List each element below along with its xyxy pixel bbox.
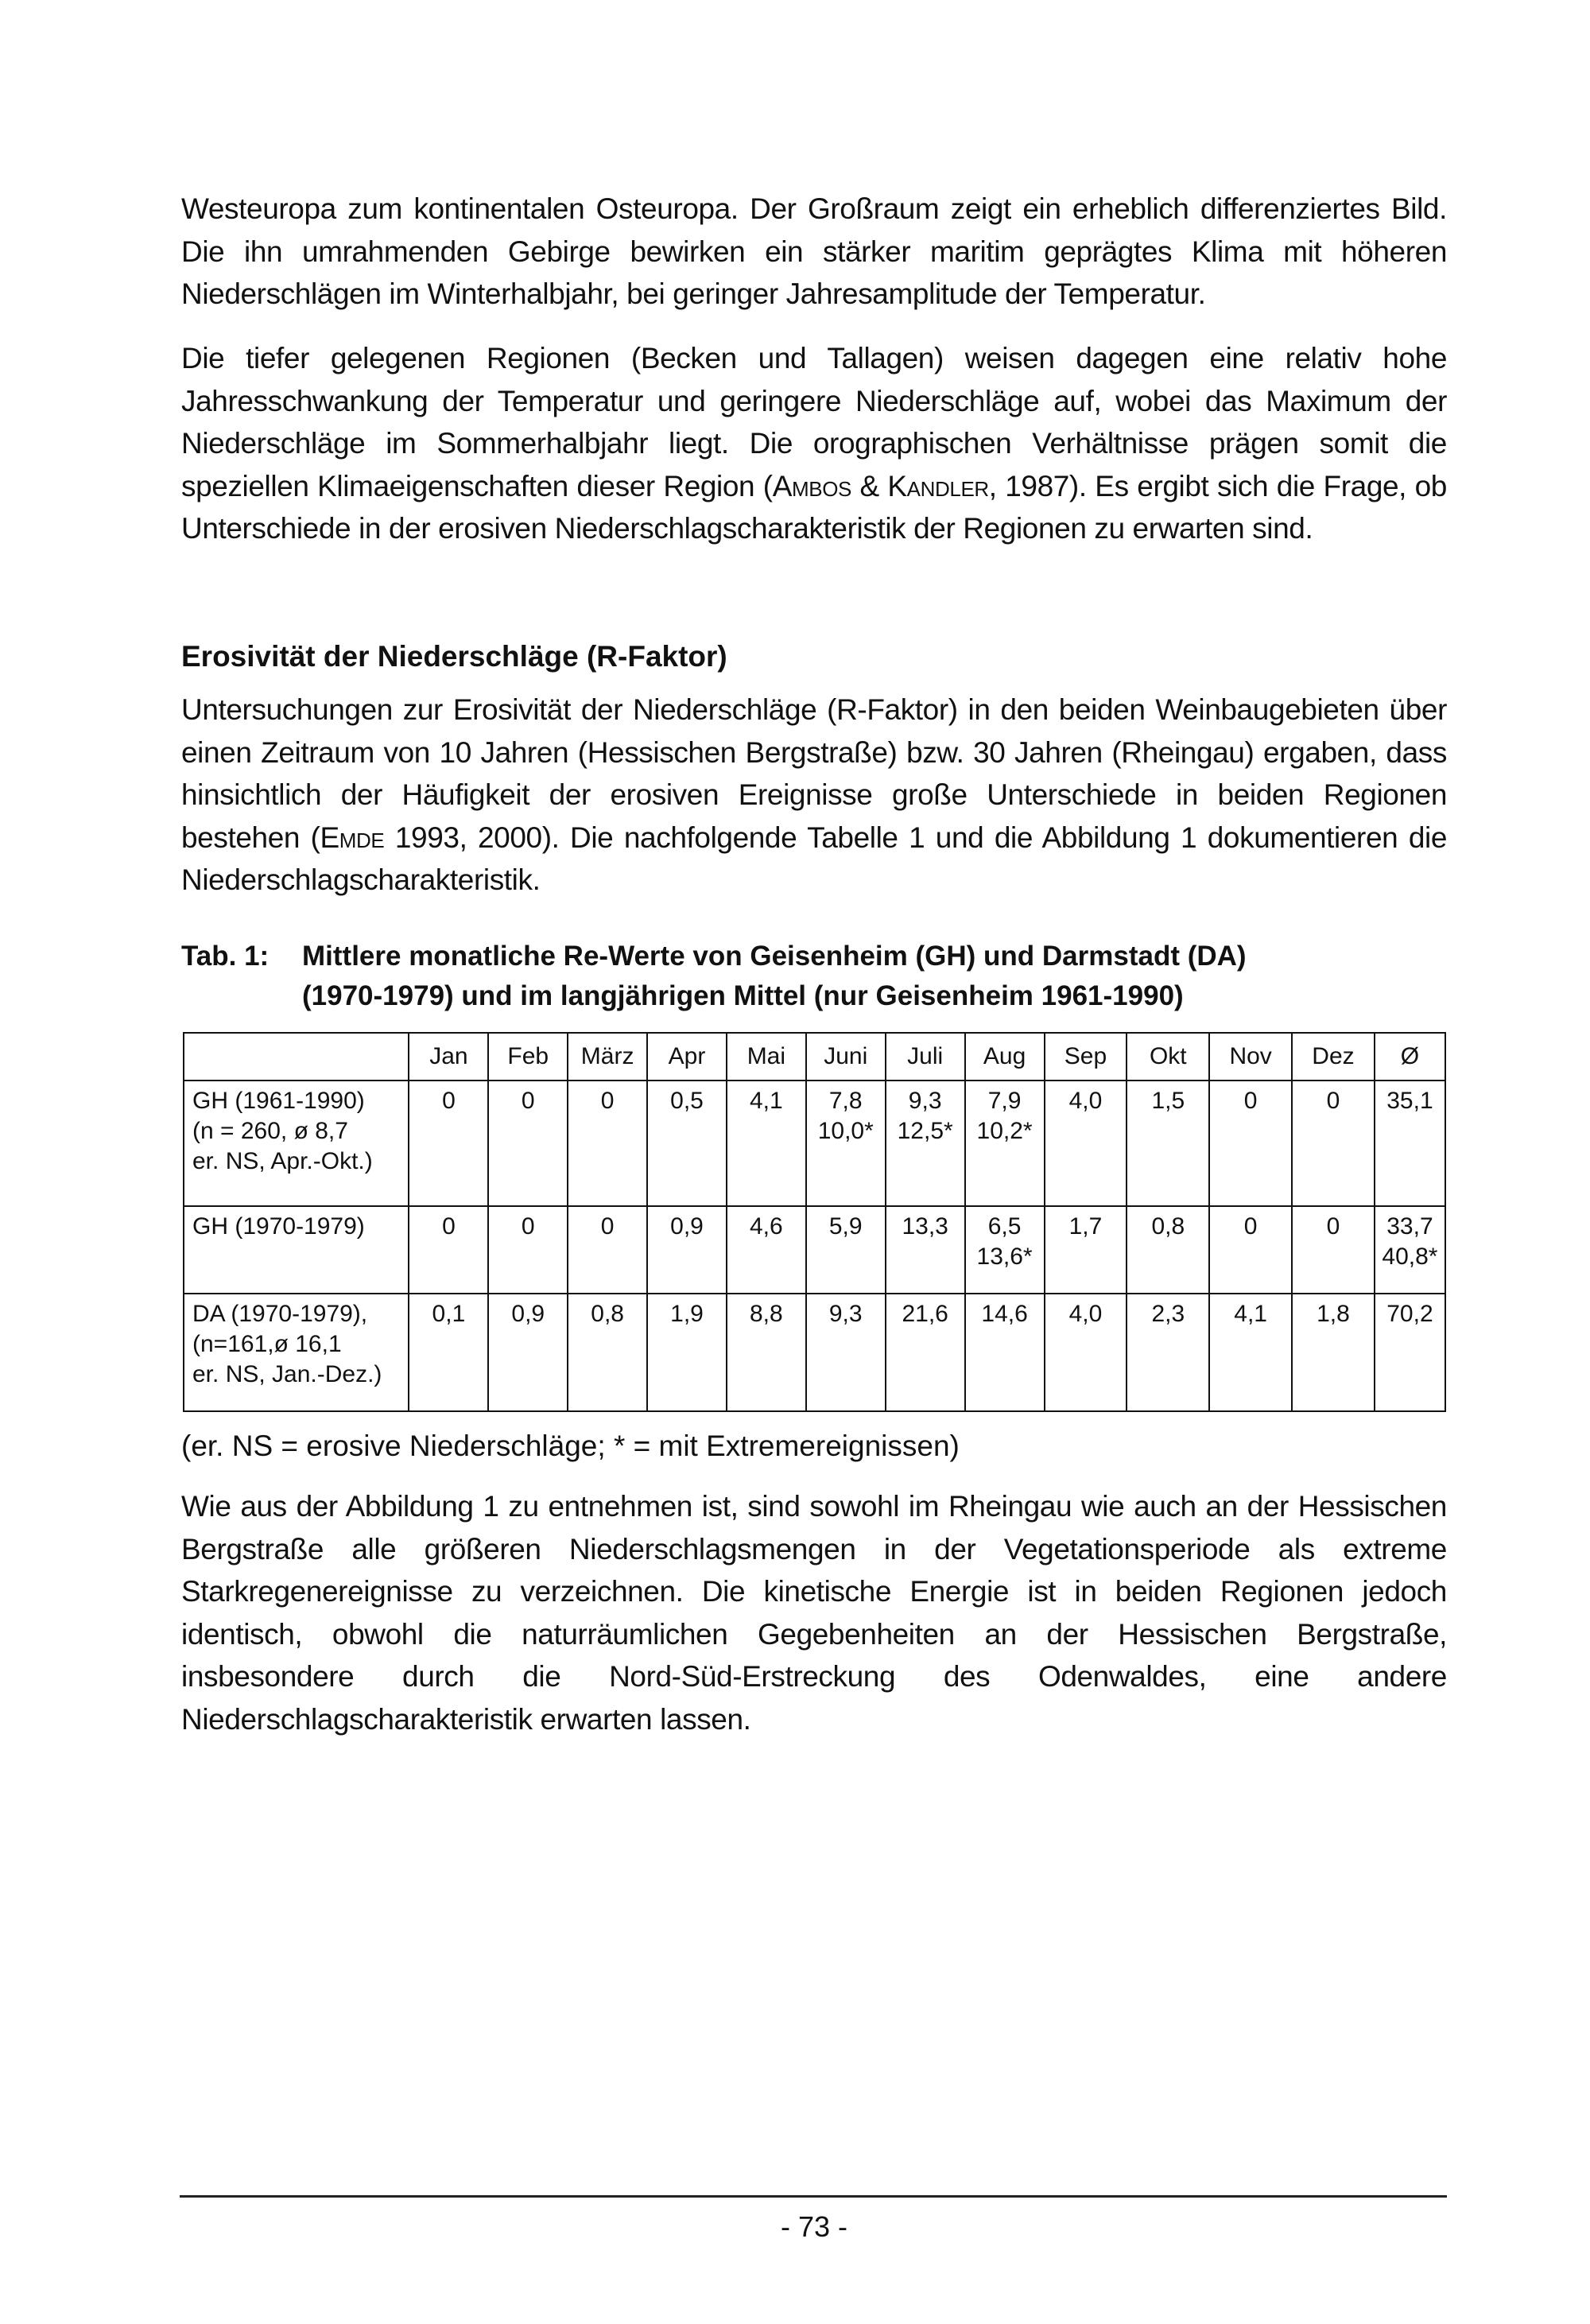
cell-value: 33,7 (1386, 1213, 1433, 1240)
table-cell (488, 1294, 568, 1411)
row-label-line: er. NS, Apr.-Okt.) (192, 1148, 373, 1174)
table-cell (568, 1206, 647, 1294)
table-caption (181, 937, 1247, 1016)
table-cell (1127, 1206, 1209, 1294)
table-cell (806, 1081, 886, 1206)
cell-value: 0,9 (511, 1301, 545, 1327)
header-cell: Ø (1375, 1033, 1445, 1081)
table-cell (647, 1294, 727, 1411)
table-cell (488, 1206, 568, 1294)
cell-value: 0 (521, 1088, 535, 1114)
row-label-line: (n = 260, ø 8,7 (192, 1118, 348, 1144)
table-cell (1045, 1294, 1127, 1411)
table-cell (727, 1206, 806, 1294)
cell-value: 0,5 (670, 1088, 704, 1114)
cell-value: 1,7 (1068, 1213, 1103, 1240)
table-cell (409, 1081, 488, 1206)
paragraph-3 (181, 689, 1447, 902)
cell-value-extreme: 13,6* (976, 1243, 1033, 1270)
table-cell (965, 1294, 1045, 1411)
cell-value: 0,8 (591, 1301, 624, 1327)
cell-value: 4,1 (750, 1088, 783, 1114)
cell-value: 0 (1326, 1213, 1340, 1240)
table-cell (886, 1081, 965, 1206)
table-cell (1209, 1294, 1292, 1411)
table-cell (1375, 1294, 1445, 1411)
table-cell (1209, 1206, 1292, 1294)
table-cell (647, 1081, 727, 1206)
table-note: (er. NS = erosive Niederschläge; * = mit Extremereignissen) (181, 1430, 960, 1462)
row-label-line: GH (1961-1990) (192, 1088, 365, 1114)
table-cell (1375, 1206, 1445, 1294)
table-cell (1127, 1294, 1209, 1411)
cell-value: 14,6 (981, 1301, 1028, 1327)
cell-value: 8,8 (750, 1301, 783, 1327)
row-label (184, 1294, 409, 1411)
header-cell: Jan (409, 1033, 488, 1081)
table-cell (806, 1206, 886, 1294)
paragraph-1: Westeuropa zum kontinentalen Osteuropa. Der Großraum zeigt ein erheblich differenziertes Bild. Die ihn umrahmenden Gebirge bewirken ein stärker maritim geprägtes Klima mit höheren Niederschlägen im Winterhalbjahr, bei geringer Jahresamplitude der Temperatur. (181, 192, 1447, 310)
cell-value-extreme: 12,5* (897, 1118, 953, 1144)
table-cell (647, 1206, 727, 1294)
table-cell (886, 1294, 965, 1411)
header-cell: Nov (1209, 1033, 1292, 1081)
cell-value: 1,8 (1317, 1301, 1350, 1327)
footer-divider (180, 2195, 1447, 2198)
cell-value: 6,5 (987, 1213, 1022, 1240)
cell-value: 21,6 (902, 1301, 948, 1327)
cell-value: 1,9 (670, 1301, 704, 1327)
header-cell (184, 1033, 409, 1081)
table-cell (1209, 1081, 1292, 1206)
cell-value: 9,3 (828, 1301, 863, 1327)
cell-value: 0 (442, 1088, 456, 1114)
table-caption-label: Tab. 1: (181, 941, 270, 972)
header-cell: Feb (488, 1033, 568, 1081)
paragraph-2-text-b: , 1987). Es ergibt sich die Frage, ob Unterschiede in der erosiven Niederschlagscharakteristik der Regionen zu erwarten sind. (181, 469, 1447, 545)
row-label-line: GH (1970-1979) (192, 1213, 365, 1240)
header-cell: Aug (965, 1033, 1045, 1081)
cell-value-extreme: 40,8* (1382, 1243, 1438, 1270)
table-cell (1045, 1206, 1127, 1294)
table-row (184, 1081, 1445, 1206)
table-cell (965, 1081, 1045, 1206)
cell-value: 7,8 (828, 1088, 863, 1114)
row-label (184, 1206, 409, 1294)
header-cell: Sep (1045, 1033, 1127, 1081)
table-cell (727, 1081, 806, 1206)
table-cell (1292, 1206, 1375, 1294)
page-number: - 73 - (780, 2210, 848, 2243)
paragraph-4: Wie aus der Abbildung 1 zu entnehmen ist, sind sowohl im Rheingau wie auch an der Hessischen Bergstraße alle größeren Niederschlagsmengen in der Vegetationsperiode als extreme Starkregenereignisse zu verzeichnen. Die kinetische Energie ist in beiden Regionen jedoch identisch, obwohl die naturräumlichen Gegebenheiten an der Hessischen Bergstraße, insbesondere durch die Nord-Süd-Erstreckung des Odenwaldes, eine andere Niederschlagscharakteristik erwarten lassen. (181, 1490, 1447, 1736)
cell-value: 7,9 (987, 1088, 1022, 1114)
table-row (184, 1206, 1445, 1294)
cell-value: 0,8 (1151, 1213, 1185, 1240)
header-cell: Juli (886, 1033, 965, 1081)
table-cell (1127, 1081, 1209, 1206)
cell-value: 4,0 (1068, 1301, 1103, 1327)
row-label-line: er. NS, Jan.-Dez.) (192, 1361, 382, 1387)
table-cell (1045, 1081, 1127, 1206)
table-row (184, 1294, 1445, 1411)
citation-ambos: Ambos (772, 469, 851, 502)
table-cell (409, 1294, 488, 1411)
cell-value: 2,3 (1151, 1301, 1185, 1327)
re-values-table (183, 1032, 1446, 1412)
cell-value: 0,1 (432, 1301, 466, 1327)
header-cell: März (568, 1033, 647, 1081)
table-header-row (184, 1033, 1445, 1081)
citation-emde: Emde (320, 821, 385, 854)
table-cell (965, 1206, 1045, 1294)
header-cell: Juni (806, 1033, 886, 1081)
table-cell (488, 1081, 568, 1206)
table-cell (568, 1081, 647, 1206)
cell-value: 9,3 (908, 1088, 942, 1114)
table-cell (727, 1294, 806, 1411)
row-label-line: DA (1970-1979), (192, 1301, 368, 1327)
cell-value: 4,1 (1234, 1301, 1267, 1327)
table-cell (806, 1294, 886, 1411)
cell-value-extreme: 10,2* (976, 1118, 1033, 1144)
header-cell: Dez (1292, 1033, 1375, 1081)
cell-value: 4,0 (1068, 1088, 1103, 1114)
table-caption-line1: Mittlere monatliche Re-Werte von Geisenheim (GH) und Darmstadt (DA) (302, 941, 1247, 972)
cell-value: 70,2 (1386, 1301, 1433, 1327)
table-cell (1292, 1294, 1375, 1411)
row-label-line: (n=161,ø 16,1 (192, 1331, 342, 1357)
table-cell (1292, 1081, 1375, 1206)
table-body (184, 1081, 1445, 1411)
paragraph-2 (181, 337, 1447, 550)
header-cell: Apr (647, 1033, 727, 1081)
cell-value: 35,1 (1386, 1088, 1433, 1114)
cell-value: 0,9 (670, 1213, 704, 1240)
cell-value: 13,3 (902, 1213, 948, 1240)
cell-value: 4,6 (750, 1213, 783, 1240)
cell-value: 0 (1243, 1213, 1258, 1240)
cell-value: 0 (442, 1213, 456, 1240)
citation-kandler: Kandler (887, 469, 989, 502)
paragraph-3-text-b: 1993, 2000). Die nachfolgende Tabelle 1 und die Abbildung 1 dokumentieren die Niederschlagscharakteristik. (181, 821, 1447, 896)
cell-value-extreme: 10,0* (817, 1118, 874, 1144)
cell-value: 0 (1326, 1088, 1340, 1114)
table-caption-line2: (1970-1979) und im langjährigen Mittel (nur Geisenheim 1961-1990) (302, 980, 1184, 1011)
table-cell (886, 1206, 965, 1294)
header-cell: Okt (1127, 1033, 1209, 1081)
cell-value: 0 (600, 1088, 615, 1114)
cell-value: 0 (521, 1213, 535, 1240)
table-cell (409, 1206, 488, 1294)
ampersand: & (851, 469, 888, 502)
row-label (184, 1081, 409, 1206)
header-cell: Mai (727, 1033, 806, 1081)
paragraph-3-text-a: Untersuchungen zur Erosivität der Niederschläge (R-Faktor) in den beiden Weinbaugebieten über einen Zeitraum von 10 Jahren (Hessischen Bergstraße) bzw. 30 Jahren (Rheingau) ergaben, dass hinsichtlich der Häufigkeit der erosiven Ereignisse große Unterschiede in beiden Regionen bestehen ( (181, 693, 1447, 854)
cell-value: 0 (600, 1213, 615, 1240)
cell-value: 0 (1243, 1088, 1258, 1114)
cell-value: 5,9 (828, 1213, 863, 1240)
table-cell (568, 1294, 647, 1411)
table-cell (1375, 1081, 1445, 1206)
cell-value: 1,5 (1151, 1088, 1185, 1114)
section-heading: Erosivität der Niederschläge (R-Faktor) (181, 640, 727, 673)
paragraph-2-text-a: Die tiefer gelegenen Regionen (Becken und Tallagen) weisen dagegen eine relativ hohe Jahresschwankung der Temperatur und geringere Niederschläge auf, wobei das Maximum der Niederschläge im Sommerhalbjahr liegt. Die orographischen Verhältnisse prägen somit die speziellen Klimaeigenschaften dieser Region ( (181, 342, 1447, 502)
